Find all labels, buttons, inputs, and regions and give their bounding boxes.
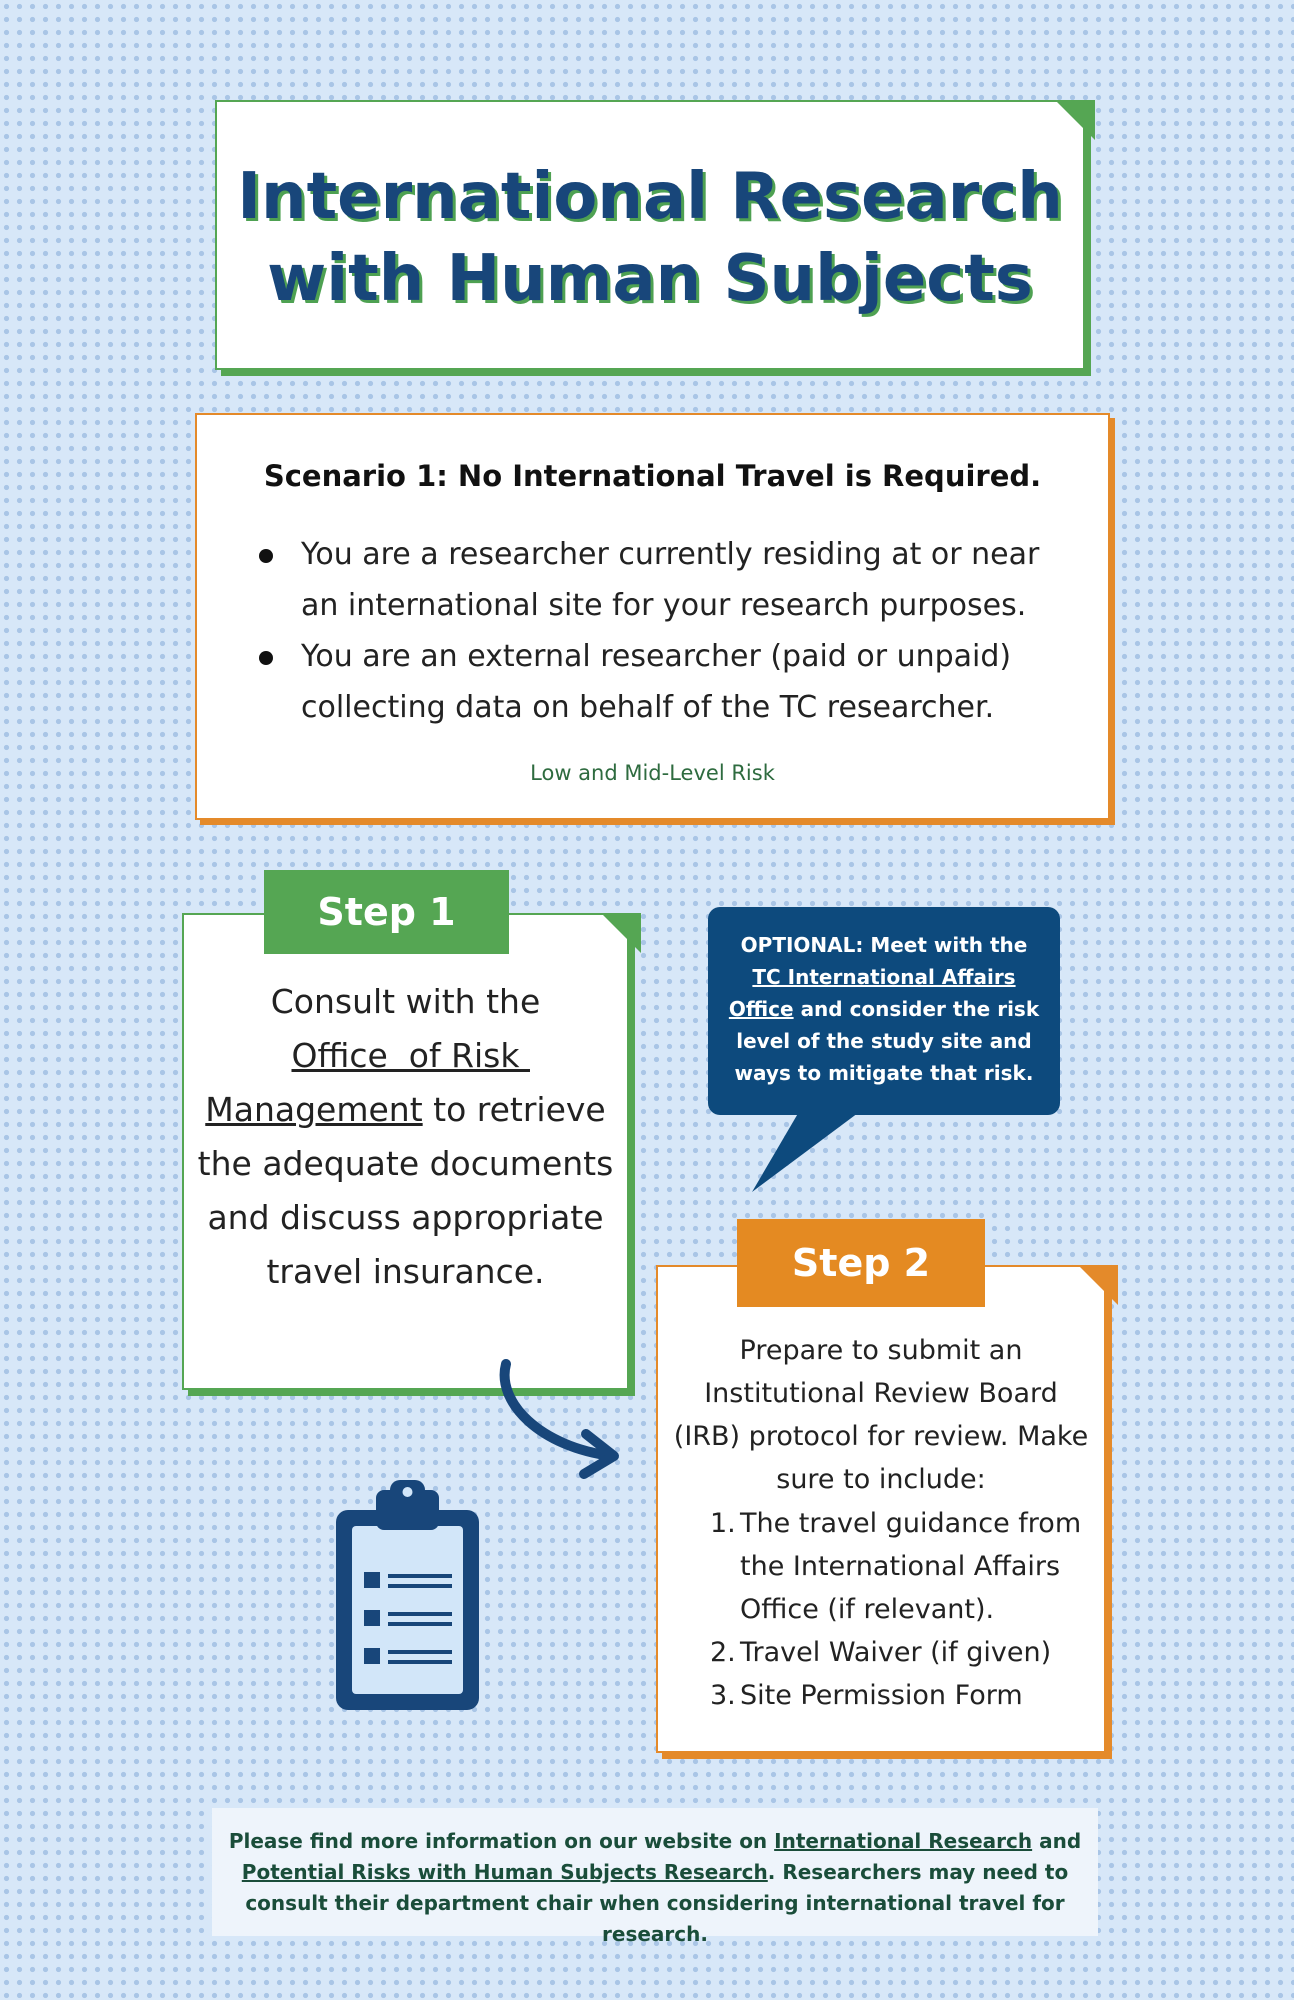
footer-text-3: . Researchers may need to consult their department chair when considering international travel for research. (245, 1860, 1069, 1946)
optional-prefix: OPTIONAL: Meet with the (740, 933, 1028, 957)
step2-card (656, 1265, 1106, 1753)
optional-suffix: and consider the risk level of the study site and ways to mitigate that risk. (734, 997, 1040, 1085)
footer-text-2: and (1039, 1829, 1082, 1853)
step2-checklist (710, 1502, 1090, 1717)
step2-label: Step 2 (737, 1219, 985, 1307)
step2-item-text: Travel Waiver (if given) (740, 1637, 1052, 1668)
optional-speech-bubble (708, 907, 1060, 1115)
step2-item-text: The travel guidance from the International Affairs Office (if relevant). (740, 1508, 1082, 1625)
step2-intro: Prepare to submit an Institutional Review Board (IRB) protocol for review. Make sure to include: (673, 1335, 1089, 1495)
step1-label: Step 1 (264, 870, 509, 954)
step2-item (710, 1674, 1090, 1717)
step2-item (710, 1631, 1090, 1674)
step2-item-number: 1. (710, 1508, 736, 1539)
potential-risks-link[interactable]: Potential Risks with Human Subjects Research (241, 1860, 768, 1884)
office-of-risk-management-link[interactable]: Office of Risk Management (205, 1036, 530, 1129)
title-line-1: International Research (237, 160, 1063, 234)
tc-international-affairs-office-link[interactable]: TC International Affairs Office (728, 965, 1016, 1021)
footer-info (212, 1808, 1098, 1946)
footer-text-1: Please find more information on our website on (228, 1829, 768, 1853)
risk-level-note: Low and Mid-Level Risk (530, 761, 775, 785)
clipboard-checklist-icon (330, 1480, 485, 1715)
scenario-heading: Scenario 1: No International Travel is Required. (263, 459, 1042, 493)
curved-arrow-icon (490, 1352, 630, 1482)
step1-text-before: Consult with the (270, 982, 541, 1021)
step2-item (710, 1502, 1090, 1631)
step2-item-number: 2. (710, 1637, 736, 1668)
step2-corner-fold (1078, 1265, 1118, 1305)
step2-item-number: 3. (710, 1680, 736, 1711)
scenario-bullet-text: You are a researcher currently residing at or near an international site for your research purposes. (301, 537, 1040, 623)
international-research-link[interactable]: International Research (774, 1829, 1033, 1853)
step2-item-text: Site Permission Form (740, 1680, 1023, 1711)
step1-text-after: to retrieve the adequate documents and discuss appropriate travel insurance. (197, 1090, 614, 1291)
title-line-2: with Human Subjects (267, 242, 1033, 316)
scenario-bullet-text: You are an external researcher (paid or unpaid) collecting data on behalf of the TC researcher. (301, 639, 1012, 725)
